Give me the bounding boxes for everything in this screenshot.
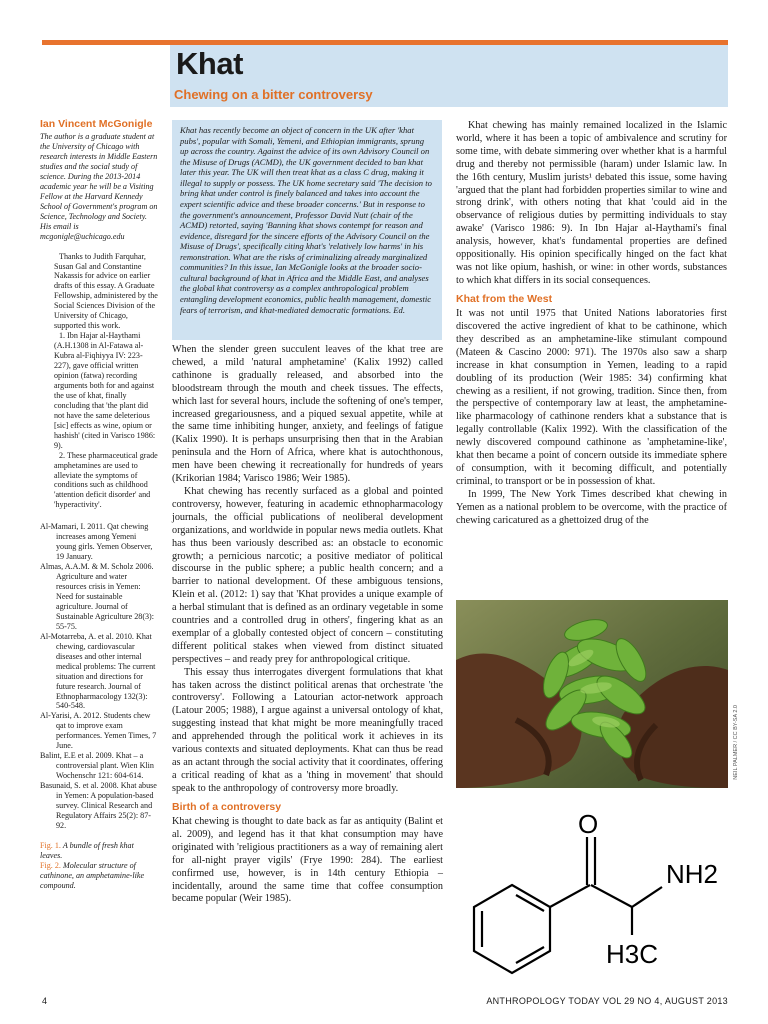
cathinone-structure bbox=[456, 805, 728, 985]
reference-item: Almas, A.A.M. & M. Scholz 2006. Agriculture and water resources crisis in Yemen: Need for sustainable agriculture. Journal of Sustainable Agriculture 28(3): 55-75. bbox=[40, 562, 155, 631]
author-name: Ian Vincent McGonigle bbox=[40, 118, 153, 130]
reference-item: Al-Motarreba, A. et al. 2010. Khat chewing, cardiovascular diseases and other internal medical problems: The current situation and directions for future research. Journal of Ethnopharmacology 132(3): 540-548. bbox=[40, 631, 156, 711]
reference-item: Al-Yarisi, A. 2012. Students chew qat to improve exam performances. Yemen Times, 7 June. bbox=[40, 711, 157, 751]
editorial-abstract: Khat has recently become an object of concern in the UK after 'khat pubs', popular with Somali, Yemeni, and Ethiopian immigrants, sprung up across the country. Against the advice of its own Advisory Council on the Misuse of Drugs (ACMD), the UK government decided to ban khat later this year. The UK will then treat khat as a class C drug, making it illegal to supply or possess. The UK home secretary said 'The decision to bring khat under control is finely balanced and takes into account the expert scientific advice and these broader concerns.' But in response to the government's announcement, Professor David Nutt (chair of the ACMD) retorted, saying 'Banning khat shows contempt for reason and evidence, disregard for the sincere efforts of the Advisory Council on the Misuse of Drugs', specifically citing khat's 'relatively low harms' in his remonstration. What are the risks of criminalizing already marginalized communities? In this issue, Ian McGonigle looks at the broader socio-cultural background of khat in Africa and the Middle East, and analyses the global khat controversy as a complex anthropological problem entangling development economics, public health management, domestic fears of terrorism, and khat-mediated democratic formations. Ed. bbox=[172, 120, 442, 340]
section-heading: Birth of a controversy bbox=[172, 800, 282, 813]
article-title: Khat bbox=[176, 46, 243, 81]
figure-captions bbox=[40, 841, 158, 891]
reference-item: Al-Mamari, I. 2011. Qat chewing increases among Yemeni young girls. Yemen Observer, 19 January. bbox=[40, 522, 153, 562]
sidebar bbox=[40, 118, 158, 891]
note-1: 1. Ibn Hajar al-Haythami (A.H.1308 in Al-Fatawa al-Kubra al-Fiqhiyya IV: 223-227), gave official written opinion (fatwa) recording arguments both for and against the use of khat, finally concluding that 'the plant did not have the same deleterious [sic] effects as wine, opium or hashish' (cited in Varisco 1986: 9). bbox=[54, 331, 156, 450]
reference-item: Balint, E.E et al. 2009. Khat – a controversial plant. Wien Klin Wochenschr 121: 604-614. bbox=[40, 751, 154, 781]
body-paragraph: When the slender green succulent leaves of the khat tree are chewed, a mild 'natural amphetamine' (Kalix 1992) called cathinone is gradually released, and absorbed into the bloodstream through the mouth and cheek tissues. The effects, which last for several hours, include the softening of one's temper, increased gregariousness, and a piqued sexual appetite, while at the same time inhibiting hunger, anxiety, and feelings of fatigue (Kalix 1990). It is perhaps unsurprising then that in the Arabian peninsula and the Horn of Africa, where khat is autochthonous, men have been chewing it recreationally for hundreds of years (Krikorian 1984; Varisco 1986; Weir 1985). bbox=[172, 344, 443, 485]
caption-label: Fig. 2. bbox=[40, 860, 61, 870]
body-column-middle bbox=[172, 344, 443, 906]
note-acknowledgements: Thanks to Judith Farquhar, Susan Gal and Constantine Nakassis for advice on earlier drafts of this essay. A Graduate Fellowship, administered by the Social Sciences Division of the University of Chicago, supported this work. bbox=[54, 251, 158, 331]
notes bbox=[40, 252, 158, 511]
references bbox=[40, 522, 158, 831]
caption-text: A bundle of fresh khat leaves. bbox=[40, 840, 134, 860]
reference-item: Basunaid, S. et al. 2008. Khat abuse in Yemen: A population-based survey. Clinical Research and Regulatory Affairs 25(2): 87-92. bbox=[40, 781, 157, 830]
caption-text: Molecular structure of cathinone, an amphetamine-like compound. bbox=[40, 860, 145, 890]
caption-fig-2 bbox=[40, 861, 158, 891]
methyl-label: H3C bbox=[606, 939, 659, 969]
body-column-right bbox=[456, 120, 727, 527]
khat-leaves-illustration bbox=[456, 600, 728, 788]
body-paragraph: This essay thus interrogates divergent formulations that khat has taken across the distinct political arenas that orchestrate 'the controversy'. Following a Latourian actor-network approach (Latour 2005; 1988), I argue against a universal ontology of khat, suggesting instead that khat might be more meaningfully traced and apprehended through the political work it achieves in its various contexts and situated deployments. Khat can thus be read as an actant through the social activity that it coordinates, offering a critical reading of khat as a 'thing in movement' that should speak to the anthropology of controversy more broadly. bbox=[172, 666, 443, 794]
caption-fig-1 bbox=[40, 841, 158, 861]
journal-footer: ANTHROPOLOGY TODAY VOL 29 NO 4, AUGUST 2013 bbox=[486, 996, 728, 1006]
body-paragraph: It was not until 1975 that United Nations laboratories first discovered the active ingredient of khat to be cathinone, which they described as an amphetamine-like stimulant compound (Mateen & Cascino 2000: 971). The 1970s also saw a sharp increase in khat consumption in Yemen, leading to a rapid doubling of its production (Weir 1985: 34) confirming khat chewing as a resilient, if not growing, tradition. Since then, from the perspective of contemporary law at least, the amphetamine-like pharmacology of cathinone renders khat a substance that is legally controllable (Kalix 1992). With the classification of the newly discovered compound cathinone as 'amphetamine-like', khat then became a point of concern outside its immediate sphere of consumption, with it becoming difficult, and potentially criminal, to transport or be in possession of khat. bbox=[456, 308, 727, 487]
note-2: 2. These pharmaceutical grade amphetamines are used to alleviate the symptoms of conditions such as childhood 'attention deficit disorder' and 'hyperactivity'. bbox=[54, 450, 158, 510]
khat-leaves-photo bbox=[456, 600, 728, 788]
body-paragraph: In 1999, The New York Times described khat chewing in Yemen as a national problem to be overcome, with the practice of chewing caricatured as a ghettoized drug of the bbox=[456, 488, 727, 526]
section-heading: Khat from the West bbox=[456, 292, 553, 305]
article-subtitle: Chewing on a bitter controversy bbox=[174, 87, 373, 102]
page-number: 4 bbox=[42, 996, 48, 1006]
caption-label: Fig. 1. bbox=[40, 840, 61, 850]
oxygen-label: O bbox=[578, 809, 599, 839]
body-paragraph: Khat chewing has mainly remained localized in the Islamic world, where it has been a topic of ambivalence and scrutiny for some time, with debate simmering over whether khat is a harmful drug and thereby not permissible (haram) under Islamic law. In the 16th century, Muslim jurists¹ debated this issue, some having 'argued that the plant had forbidden properties similar to wine and strong drink', with others noting that khat 'could aid in the observance of religious duties by permitting individuals to stay awake' (Varisco 1986: 9). In Ibn Hajar al-Haythami's final analysis, however, khat's fundamental properties are defined oppositionally. His opinion specifically hinged on the fact khat was not like opium, hashish, or wine: in other words, substances to which khat differs in its social consequences. bbox=[456, 120, 727, 286]
cathinone-molecule-diagram bbox=[456, 805, 728, 985]
photo-credit: NEIL PALMER / CC BY-SA 2.0 bbox=[733, 705, 739, 780]
body-paragraph: Khat chewing has recently surfaced as a global and pointed controversy, however, featuring in academic ethnopharmacology journals, the official publications of neoliberal development organizations, and worldwide in popular news media outlets. Khat has thus been variously described as: an obstacle to economic growth; a pernicious narcotic; a positive mediator of political discourse in the public sphere; a public health concern; and a barrier to national development. Of these ambiguous tensions, Klein et al. (2012: 1) say that 'Khat provides a unique example of a herbal stimulant that is defined as an ordinary vegetable in some countries and a controlled drug in others', fingering khat as an exemplar of a globally contested object of concern – constituting different political stakes when viewed from distinct situated perspectives – and ready prey for anthropological critique. bbox=[172, 485, 443, 665]
body-paragraph: Khat chewing is thought to date back as far as antiquity (Balint et al. 2009), and legend has it that khat consumption may have originated with 'religious practitioners as a way of remaining alert for all-night prayer vigils' (Frye 1990: 284). The earliest confirmed use, however, is in 14th century Ethiopia – incidentally, around the same time that coffee consumption became popular (Weir 1985). bbox=[172, 816, 443, 905]
author-bio: The author is a graduate student at the University of Chicago with research interests in Middle Eastern studies and the social study of science. During the 2013-2014 academic year he will be a Visiting Fellow at the Harvard Kennedy School of Government's program on Science, Technology and Society. His email is mcgonigle@uchicago.edu bbox=[40, 132, 158, 241]
amine-label: NH2 bbox=[666, 859, 719, 889]
